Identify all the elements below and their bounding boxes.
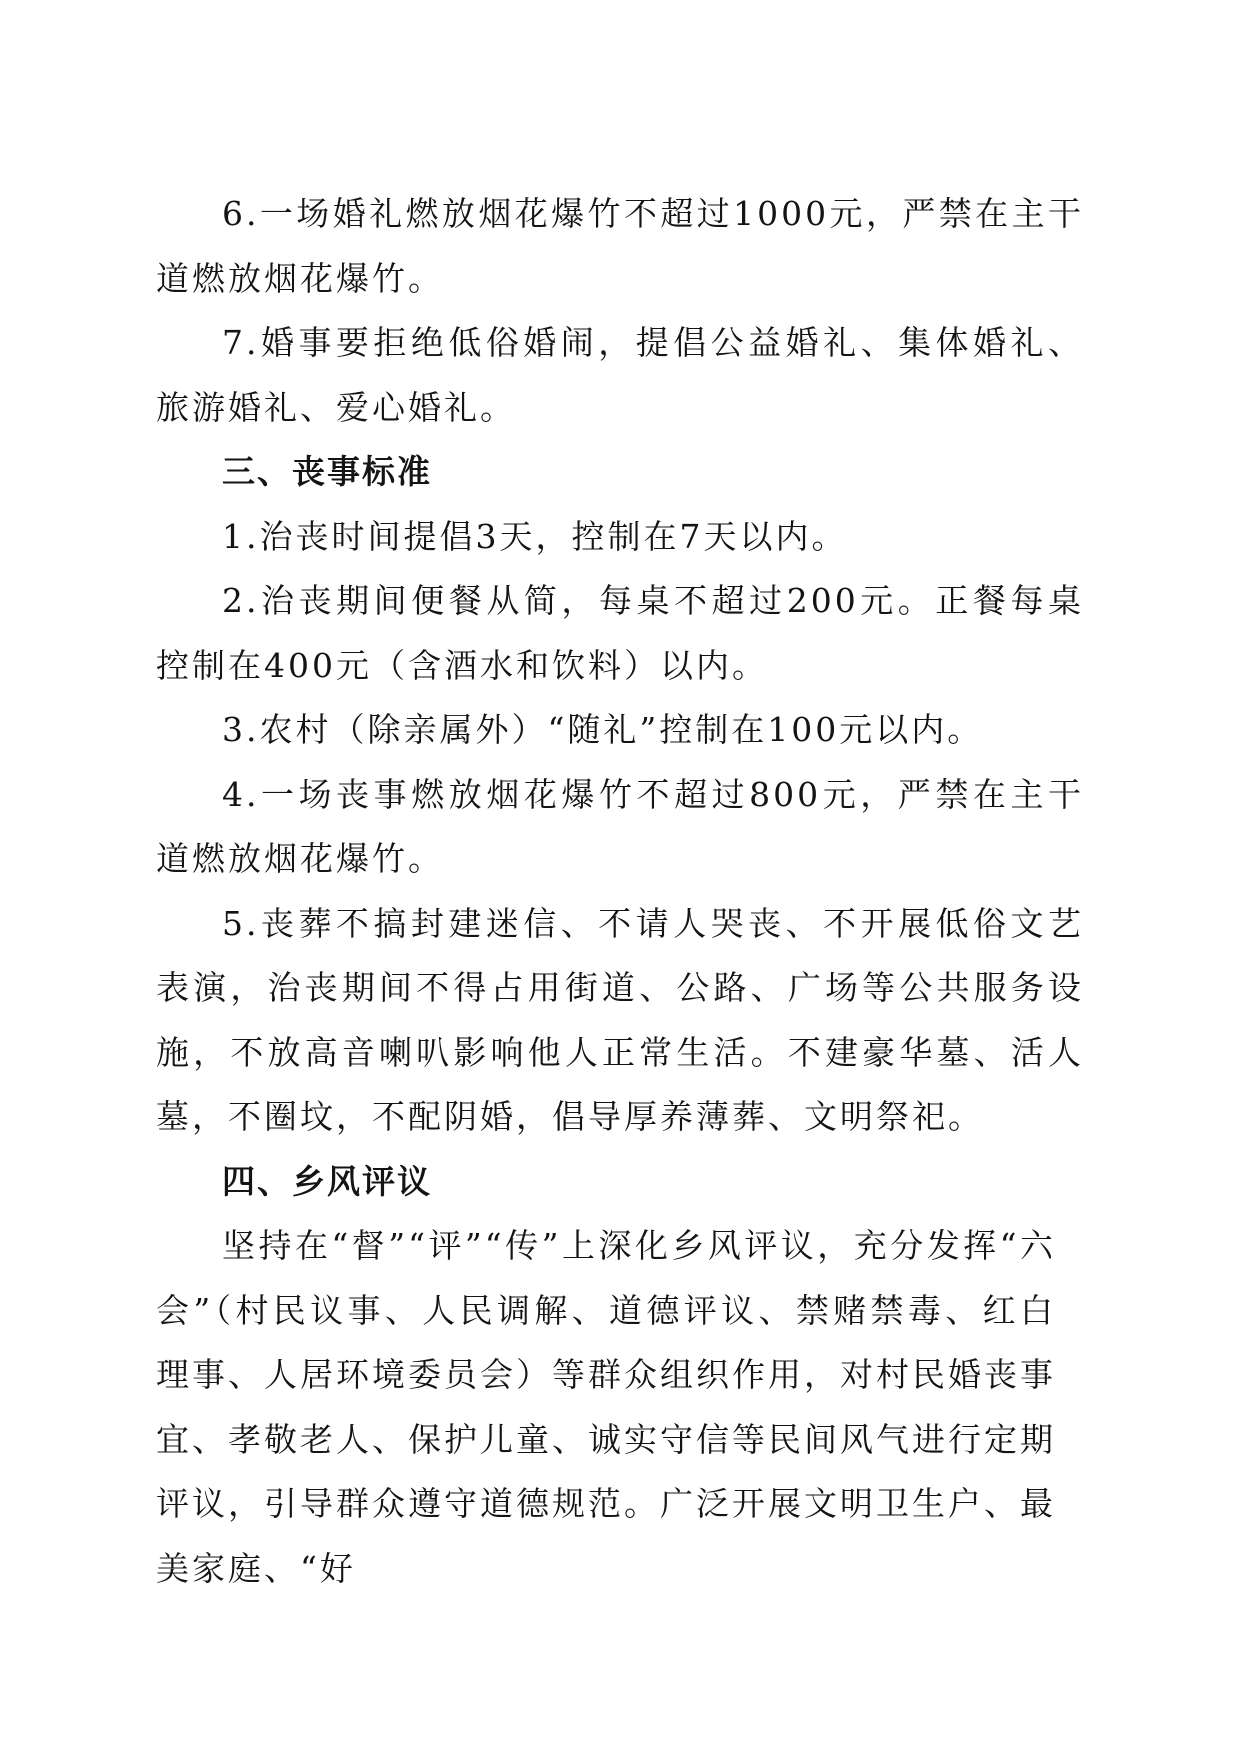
paragraph-funeral-fireworks: 4.一场丧事燃放烟花爆竹不超过800元，严禁在主干道燃放烟花爆竹。: [156, 774, 1084, 878]
paragraph-wedding-fireworks: 6.一场婚礼燃放烟花爆竹不超过1000元，严禁在主干道燃放烟花爆竹。: [156, 194, 1084, 298]
paragraph-funeral-meals: 2.治丧期间便餐从简，每桌不超过200元。正餐每桌控制在400元（含酒水和饮料）以内。: [156, 581, 1084, 685]
document-body: [156, 182, 1084, 1601]
paragraph-funeral-gifts: 3.农村（除亲属外）“随礼”控制在100元以内。: [222, 710, 984, 749]
paragraph-wedding-customs: 7.婚事要拒绝低俗婚闹，提倡公益婚礼、集体婚礼、旅游婚礼、爱心婚礼。: [156, 323, 1084, 427]
section-heading-funeral-standards: 三、丧事标准: [222, 452, 432, 491]
section-heading-village-evaluation: 四、乡风评议: [222, 1161, 432, 1201]
paragraph-funeral-duration: 1.治丧时间提倡3天，控制在7天以内。: [222, 516, 848, 556]
paragraph-funeral-conduct: 5.丧葬不搞封建迷信、不请人哭丧、不开展低俗文艺表演，治丧期间不得占用街道、公路、广场等公共服务设施，不放高音喇叭影响他人正常生活。不建豪华墓、活人墓，不圈坟，不配阴婚，倡导厚养薄葬、文明祭祀。: [156, 903, 1084, 1136]
paragraph-village-evaluation: 坚持在“督”“评”“传”上深化乡风评议，充分发挥“六会”（村民议事、人民调解、道德评议、禁赌禁毒、红白理事、人居环境委员会）等群众组织作用，对村民婚丧事宜、孝敬老人、保护儿童、诚实守信等民间风气进行定期评议，引导群众遵守道德规范。广泛开展文明卫生户、最美家庭、“好: [156, 1226, 1056, 1588]
